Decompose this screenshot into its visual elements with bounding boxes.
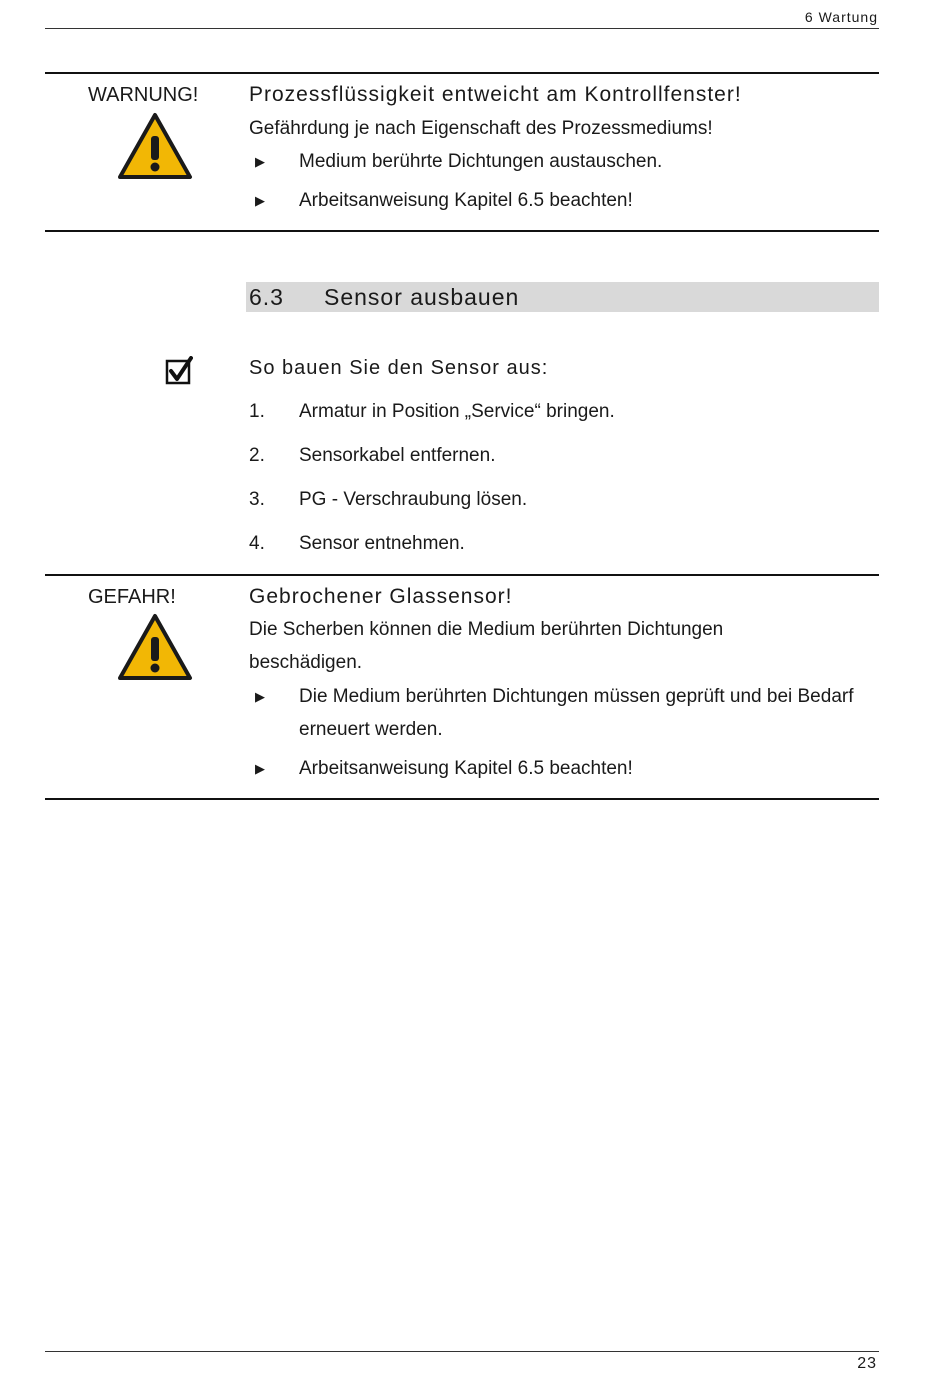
- bullet-text: Arbeitsanweisung Kapitel 6.5 beachten!: [299, 190, 633, 211]
- bullet-arrow-icon: ▶: [255, 154, 265, 169]
- warning-triangle-icon: [117, 112, 193, 180]
- checkbox-icon: [165, 356, 193, 386]
- step-number: 3.: [249, 489, 265, 510]
- step-number: 4.: [249, 533, 265, 554]
- step-number: 1.: [249, 401, 265, 422]
- section-number: 6.3: [249, 284, 284, 310]
- warning-label: WARNUNG!: [88, 84, 199, 106]
- bullet-arrow-icon: ▶: [255, 689, 265, 704]
- bullet-arrow-icon: ▶: [255, 193, 265, 208]
- step-text: PG - Verschraubung lösen.: [299, 489, 528, 510]
- section-title: Sensor ausbauen: [324, 284, 520, 310]
- danger-description: Die Scherben können die Medium berührten Dichtungen beschädigen.: [249, 619, 724, 673]
- warning-top-rule: [45, 72, 879, 74]
- step-text: Sensor entnehmen.: [299, 533, 465, 554]
- danger-label: GEFAHR!: [88, 586, 176, 608]
- step-text: Armatur in Position „Service“ bringen.: [299, 401, 615, 422]
- warning-bottom-rule: [45, 230, 879, 232]
- section-intro: So bauen Sie den Sensor aus:: [249, 357, 549, 379]
- warning-triangle-icon: [117, 613, 193, 681]
- chapter-header: 6 Wartung: [804, 9, 878, 25]
- danger-top-rule: [45, 574, 879, 576]
- header-rule: [45, 28, 879, 29]
- bullet-text: Medium berührte Dichtungen austauschen.: [299, 151, 663, 172]
- footer-rule: [45, 1351, 879, 1352]
- step-number: 2.: [249, 445, 265, 466]
- bullet-arrow-icon: ▶: [255, 761, 265, 776]
- bullet-text: Die Medium berührten Dichtungen müssen geprüft und bei Bedarf erneuert werden.: [299, 686, 854, 740]
- danger-title: Gebrochener Glassensor!: [249, 585, 513, 608]
- page-number: 23: [857, 1355, 877, 1372]
- step-text: Sensorkabel entfernen.: [299, 445, 496, 466]
- danger-bottom-rule: [45, 798, 879, 800]
- warning-description: Gefährdung je nach Eigenschaft des Prozessmediums!: [249, 118, 713, 139]
- bullet-text: Arbeitsanweisung Kapitel 6.5 beachten!: [299, 758, 633, 779]
- warning-title: Prozessflüssigkeit entweicht am Kontrollfenster!: [249, 83, 742, 106]
